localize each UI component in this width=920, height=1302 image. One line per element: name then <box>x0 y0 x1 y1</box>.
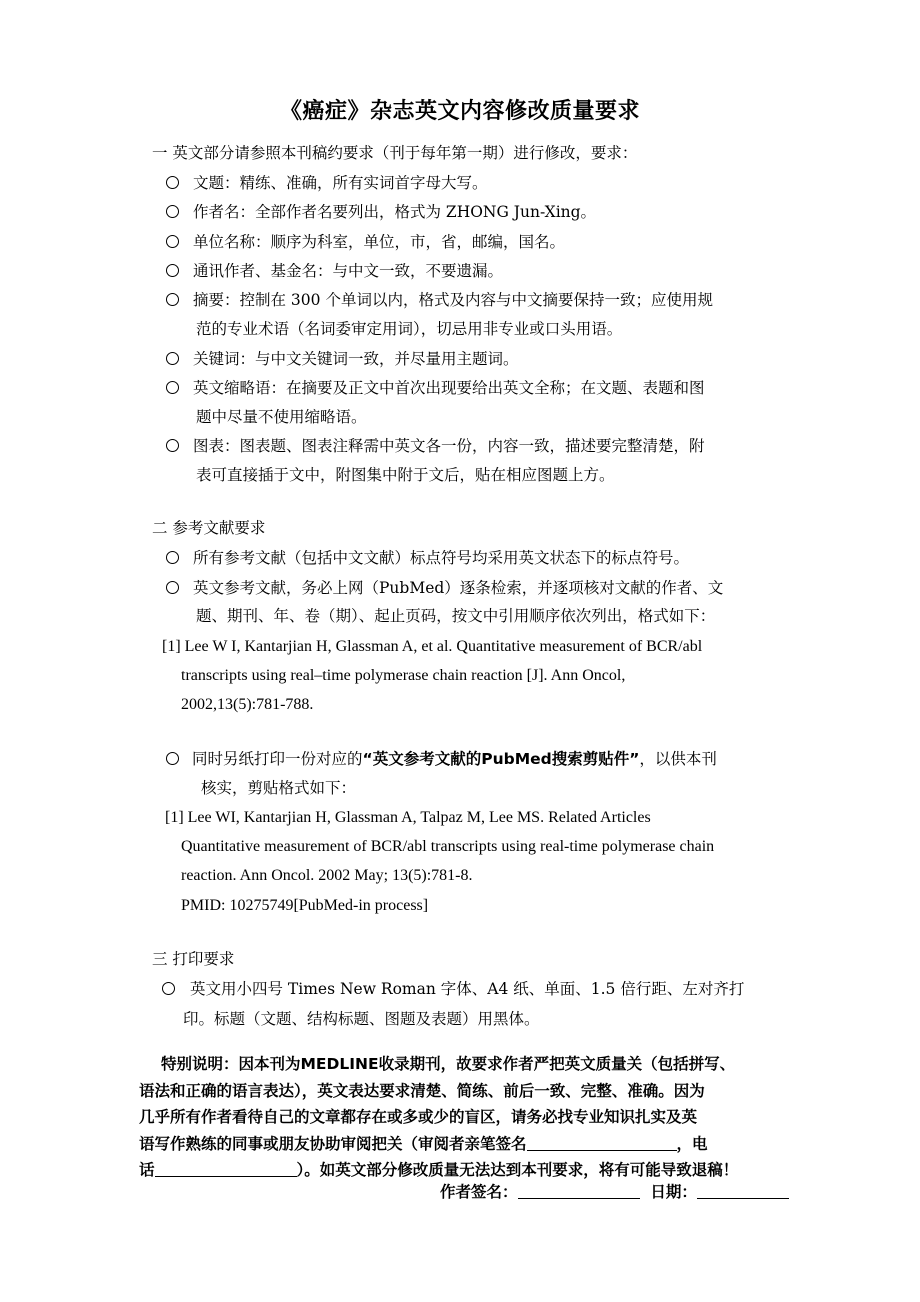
section1-item-7-line-1: 英文缩略语：在摘要及正文中首次出现要给出英文全称；在文题、表题和图 <box>193 379 705 397</box>
reviewer-signature-blank[interactable] <box>527 1133 677 1151</box>
section2-item2-line1: 英文参考文献，务必上网（PubMed）逐条检索，并逐项核对文献的作者、文 <box>193 579 724 597</box>
note-line-4 <box>139 1131 829 1158</box>
note-line-5-start: 话 <box>139 1161 155 1179</box>
note-line-4-text: 语写作熟练的同事或朋友协助审阅把关（审阅者亲笔签名 <box>139 1134 527 1153</box>
section2-heading: 二 参考文献要求 <box>152 519 266 537</box>
bullet-circle-icon <box>166 172 182 188</box>
date-label: 日期： <box>650 1183 697 1201</box>
author-signature-label: 作者签名： <box>440 1183 518 1201</box>
section1-item-5-line-1: 摘要：控制在 300 个单词以内，格式及内容与中文摘要保持一致；应使用规 <box>193 291 713 309</box>
section1-item-8-line-1: 图表：图表题、图表注释需中英文各一份，内容一致，描述要完整清楚，附 <box>193 437 705 455</box>
section2-item1: 所有参考文献（包括中文文献）标点符号均采用英文状态下的标点符号。 <box>193 549 690 567</box>
bullet-circle-icon <box>166 289 182 305</box>
reference-2-line1: [1] Lee WI, Kantarjian H, Glassman A, Talpaz M, Lee MS. Related Articles <box>165 809 651 826</box>
bullet-circle-icon <box>166 748 182 764</box>
author-signature-blank[interactable] <box>518 1181 640 1199</box>
item3-bold-term: “英文参考文献的PubMed搜索剪贴件” <box>362 750 640 768</box>
note-line-5-text: ）。如英文部分修改质量无法达到本刊要求，将有可能导致退稿！ <box>296 1161 739 1179</box>
bullet-circle-icon <box>166 577 182 593</box>
section3-heading: 三 打印要求 <box>152 950 235 968</box>
section1-item-5-line-2: 范的专业术语（名词委审定用词），切忌用非专业或口头用语。 <box>196 320 623 338</box>
bullet-circle-icon <box>166 260 182 276</box>
note-line-2: 语法和正确的语言表达），英文表达要求清楚、简练、前后一致、完整、准确。因为 <box>139 1081 705 1100</box>
section1-item-7-line-2: 题中尽量不使用缩略语。 <box>196 408 367 426</box>
reference-2-line2: Quantitative measurement of BCR/abl transcripts using real-time polymerase chain <box>181 838 715 855</box>
reference-1-line2: transcripts using real–time polymerase chain reaction [J]. Ann Oncol, <box>181 667 626 684</box>
date-blank[interactable] <box>697 1181 789 1199</box>
bullet-circle-icon <box>166 201 182 217</box>
bullet-circle-icon <box>166 435 182 451</box>
section1-item-6-line-1: 关键词：与中文关键词一致，并尽量用主题词。 <box>193 350 519 368</box>
special-note <box>139 1051 829 1184</box>
note-line-3: 几乎所有作者看待自己的文章都存在或多或少的盲区，请务必找专业知识扎实及英 <box>139 1108 698 1126</box>
section1-item-3-line-1: 单位名称：顺序为科室，单位，市，省，邮编，国名。 <box>193 233 566 251</box>
bullet-circle-icon <box>162 978 178 994</box>
bullet-circle-icon <box>166 348 182 364</box>
section1-item-1-line-1: 文题：精练、准确，所有实词首字母大写。 <box>193 174 488 192</box>
reference-2-line4: PMID: 10275749[PubMed-in process] <box>181 897 429 914</box>
section2-item2-line2: 题、期刊、年、卷（期）、起止页码，按文中引用顺序依次列出，格式如下： <box>196 607 716 625</box>
bullet-circle-icon <box>166 231 182 247</box>
signature-row <box>440 1180 789 1202</box>
item3-prefix: 同时另纸打印一份对应的 <box>192 750 363 768</box>
reference-2-line3: reaction. Ann Oncol. 2002 May; 13(5):781-8. <box>181 867 473 884</box>
note-line-1: 特别说明：因本刊为MEDLINE收录期刊，故要求作者严把英文质量关（包括拼写、 <box>161 1055 736 1073</box>
section2-item3-line1 <box>192 748 717 770</box>
section1-heading: 一 英文部分请参照本刊稿约要求（刊于每年第一期）进行修改，要求： <box>152 144 638 162</box>
section3-item-line1: 英文用小四号 Times New Roman 字体、A4 纸、单面、1.5 倍行距、左对齐打 <box>190 980 745 998</box>
bullet-circle-icon <box>166 547 182 563</box>
page-title: 《癌症》杂志英文内容修改质量要求 <box>279 99 640 124</box>
phone-blank[interactable] <box>155 1159 297 1177</box>
bullet-circle-icon <box>166 377 182 393</box>
section1-item-8-line-2: 表可直接插于文中，附图集中附于文后，贴在相应图题上方。 <box>196 466 615 484</box>
section2-item3-line2: 核实，剪贴格式如下： <box>201 779 357 797</box>
reference-1-line3: 2002,13(5):781-788. <box>181 696 314 713</box>
section3-item-line2: 印。标题（文题、结构标题、图题及表题）用黑体。 <box>183 1010 540 1028</box>
note-line-4-end: ，电 <box>676 1134 708 1153</box>
section1-item-4-line-1: 通讯作者、基金名：与中文一致，不要遗漏。 <box>193 262 504 280</box>
reference-1-line1: [1] Lee W I, Kantarjian H, Glassman A, et al. Quantitative measurement of BCR/abl <box>162 638 703 655</box>
section1-item-2-line-1: 作者名：全部作者名要列出，格式为 ZHONG Jun-Xing。 <box>193 203 597 221</box>
item3-suffix: ，以供本刊 <box>639 750 717 768</box>
